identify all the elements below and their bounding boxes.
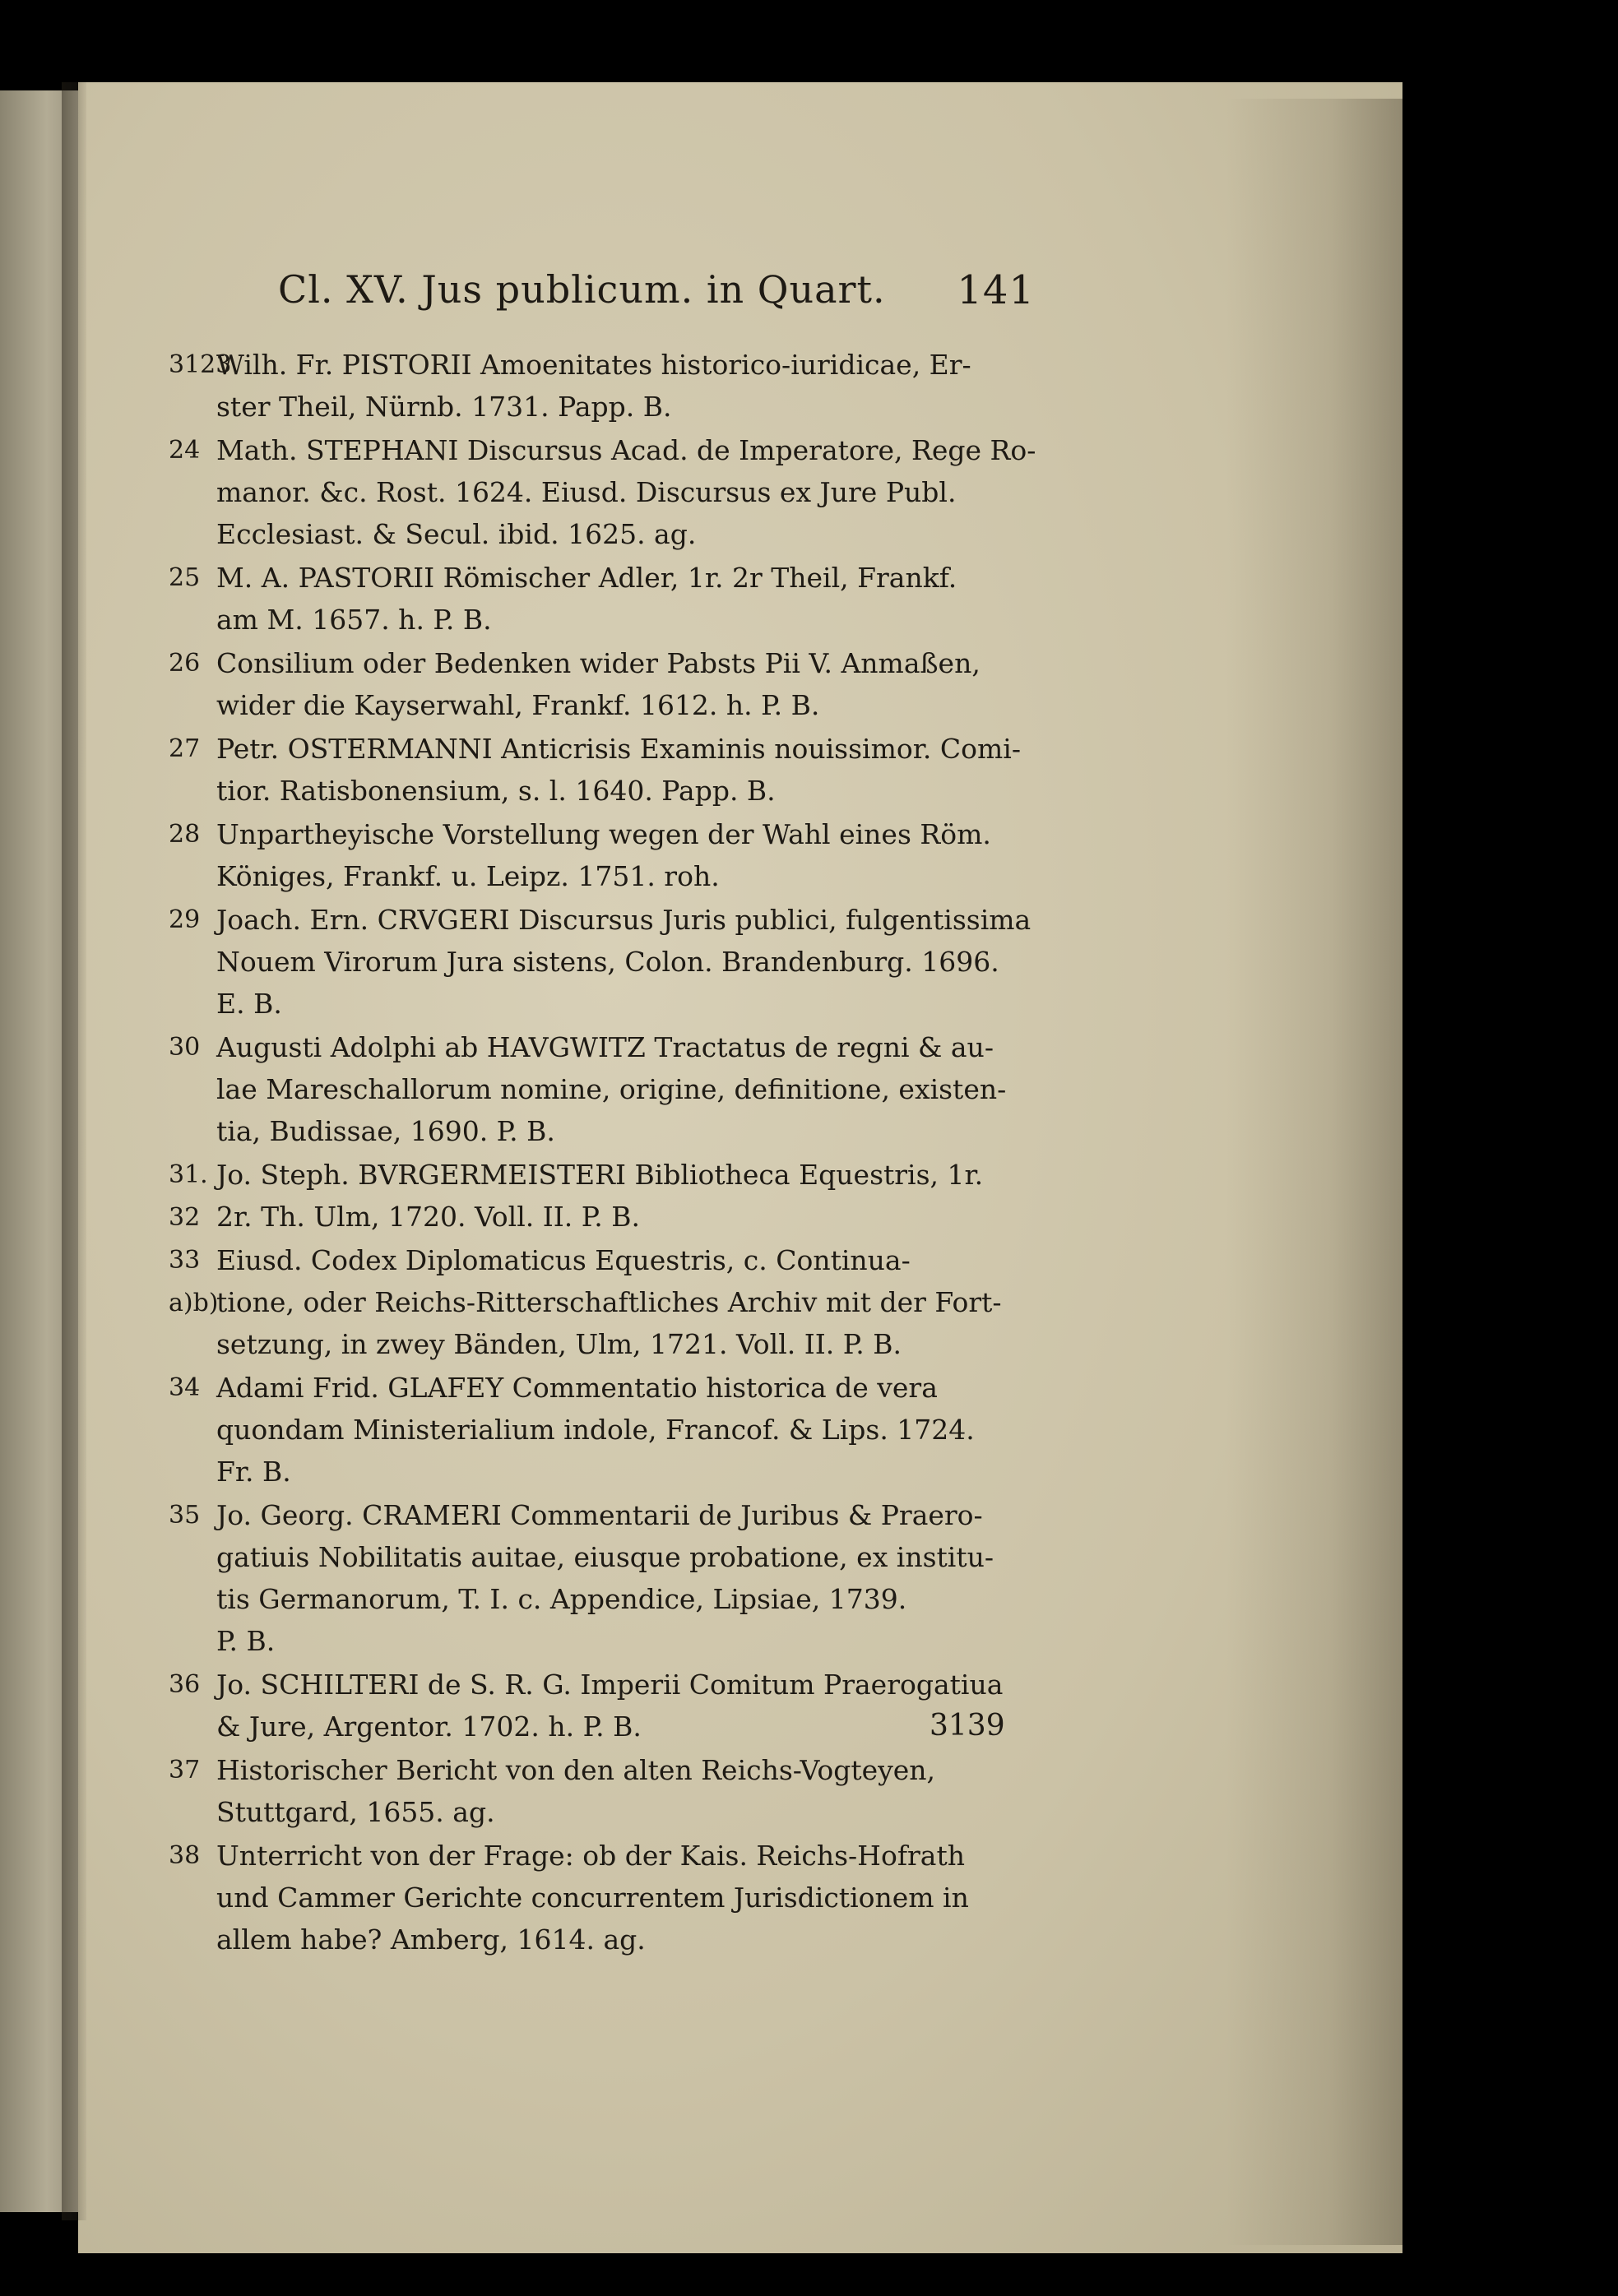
catalog-entry — [169, 1835, 1032, 1960]
entry-line: tia, Budissae, 1690. P. B. — [216, 1115, 555, 1147]
entry-line: 2r. Th. Ulm, 1720. Voll. II. P. B. — [216, 1201, 641, 1233]
catalog-entry — [169, 899, 1032, 1025]
entry-line: tione, oder Reichs-Ritterschaftliches Archiv mit der Fort- — [216, 1286, 1002, 1318]
entry-number: 28 — [169, 820, 201, 849]
entry-line: Historischer Bericht von den alten Reichs-Vogteyen, — [216, 1754, 936, 1786]
entry-number: 36 — [169, 1670, 201, 1699]
running-head-title: Cl. XV. Jus publicum. in Quart. — [278, 267, 886, 312]
catalog-entry — [169, 1494, 1032, 1662]
entry-line: Wilh. Fr. PISTORII Amoenitates historico-iuridicae, Er- — [216, 349, 971, 381]
entry-line: Augusti Adolphi ab HAVGWITZ Tractatus de regni & au- — [216, 1031, 994, 1063]
entry-line: & Jure, Argentor. 1702. h. P. B. — [216, 1710, 642, 1743]
entry-number: 35 — [169, 1501, 201, 1530]
entry-number: 24 — [169, 436, 201, 465]
entry-line: Fr. B. — [216, 1456, 291, 1488]
entry-number: 31. 32 — [169, 1160, 208, 1232]
entry-number: 38 — [169, 1841, 201, 1870]
entry-text — [216, 557, 1032, 641]
running-head — [278, 267, 1035, 333]
entry-text — [216, 1026, 1032, 1152]
entry-line: E. B. — [216, 988, 282, 1020]
entry-number: 34 — [169, 1373, 201, 1402]
entry-line: wider die Kayserwahl, Frankf. 1612. h. P. B. — [216, 689, 820, 721]
entry-text — [216, 1494, 1032, 1662]
entry-line: setzung, in zwey Bänden, Ulm, 1721. Voll. II. P. B. — [216, 1328, 902, 1360]
entry-line: Joach. Ern. CRVGERI Discursus Juris publici, fulgentissima — [216, 904, 1032, 936]
entry-line: und Cammer Gerichte concurrentem Jurisdictionem in — [216, 1882, 969, 1914]
entry-number: 33 a)b) — [169, 1246, 219, 1317]
catalog-entry — [169, 1367, 1032, 1493]
entry-line: tis Germanorum, T. I. c. Appendice, Lipsiae, 1739. — [216, 1583, 907, 1615]
entry-line: tior. Ratisbonensium, s. l. 1640. Papp. B. — [216, 775, 776, 807]
entry-line: Unpartheyische Vorstellung wegen der Wahl eines Röm. — [216, 818, 991, 850]
entry-line: Adami Frid. GLAFEY Commentatio historica de vera — [216, 1372, 938, 1404]
entry-text — [216, 1154, 1032, 1238]
catalog-entry — [169, 728, 1032, 812]
entry-text — [216, 813, 1032, 897]
entry-line: am M. 1657. h. P. B. — [216, 604, 492, 636]
entry-line: Jo. SCHILTERI de S. R. G. Imperii Comitum Praerogatiua — [216, 1669, 1004, 1701]
entry-line: Nouem Virorum Jura sistens, Colon. Brandenburg. 1696. — [216, 946, 999, 978]
catalog-entry — [169, 344, 1032, 428]
entry-line: quondam Ministerialium indole, Francof. & Lips. 1724. — [216, 1414, 975, 1446]
entry-line: Eiusd. Codex Diplomaticus Equestris, c. Continua- — [216, 1244, 911, 1276]
entry-line: Math. STEPHANI Discursus Acad. de Imperatore, Rege Ro- — [216, 434, 1036, 466]
entry-text — [216, 728, 1032, 812]
catalog-entry — [169, 1749, 1032, 1833]
entry-line: Petr. OSTERMANNI Anticrisis Examinis nouissimor. Comi- — [216, 733, 1021, 765]
catalog-entry — [169, 1026, 1032, 1152]
entry-line: Stuttgard, 1655. ag. — [216, 1796, 495, 1828]
entry-number: 3123 — [169, 350, 232, 379]
entry-line: Jo. Steph. BVRGERMEISTERI Bibliotheca Equestris, 1r. — [216, 1159, 984, 1191]
entry-line: allem habe? Amberg, 1614. ag. — [216, 1923, 646, 1956]
catalog-entry — [169, 1154, 1032, 1238]
entry-number: 26 — [169, 649, 201, 678]
entry-text — [216, 1367, 1032, 1493]
entry-text — [216, 1239, 1032, 1365]
entry-number: 27 — [169, 734, 201, 763]
entry-line: Consilium oder Bedenken wider Pabsts Pii V. Anmaßen, — [216, 647, 981, 679]
entry-text — [216, 899, 1032, 1025]
catalog-entry — [169, 1239, 1032, 1365]
entry-line: P. B. — [216, 1625, 276, 1657]
entry-text — [216, 1835, 1032, 1960]
entry-text — [216, 642, 1032, 726]
entry-line: ster Theil, Nürnb. 1731. Papp. B. — [216, 391, 672, 423]
entry-line: gatiuis Nobilitatis auitae, eiusque probatione, ex institu- — [216, 1541, 994, 1573]
catalog-entries — [169, 344, 1036, 1962]
entry-line: lae Mareschallorum nomine, origine, definitione, existen- — [216, 1073, 1007, 1105]
entry-line: M. A. PASTORII Römischer Adler, 1r. 2r Theil, Frankf. — [216, 562, 957, 594]
entry-number: 30 — [169, 1033, 201, 1062]
entry-line: manor. &c. Rost. 1624. Eiusd. Discursus ex Jure Publ. — [216, 476, 957, 508]
entry-number: 37 — [169, 1756, 201, 1784]
entry-number: 25 — [169, 563, 201, 592]
entry-text — [216, 344, 1032, 428]
entry-text — [216, 429, 1036, 555]
entry-line: Königes, Frankf. u. Leipz. 1751. roh. — [216, 860, 720, 892]
entry-line: Unterricht von der Frage: ob der Kais. Reichs-Hofrath — [216, 1840, 965, 1872]
catalog-entry — [169, 642, 1032, 726]
catalog-entry — [169, 813, 1032, 897]
catalog-entry — [169, 429, 1036, 555]
catalog-entry — [169, 557, 1032, 641]
entry-text — [216, 1664, 1032, 1747]
catchword: 3139 — [930, 1709, 1005, 1743]
entry-text — [216, 1749, 1032, 1833]
catalog-entry — [169, 1664, 1032, 1747]
entry-line: Ecclesiast. & Secul. ibid. 1625. ag. — [216, 518, 697, 550]
entry-number: 29 — [169, 905, 201, 934]
page-number: 141 — [957, 267, 1035, 313]
entry-line: Jo. Georg. CRAMERI Commentarii de Juribus & Praero- — [216, 1499, 983, 1531]
